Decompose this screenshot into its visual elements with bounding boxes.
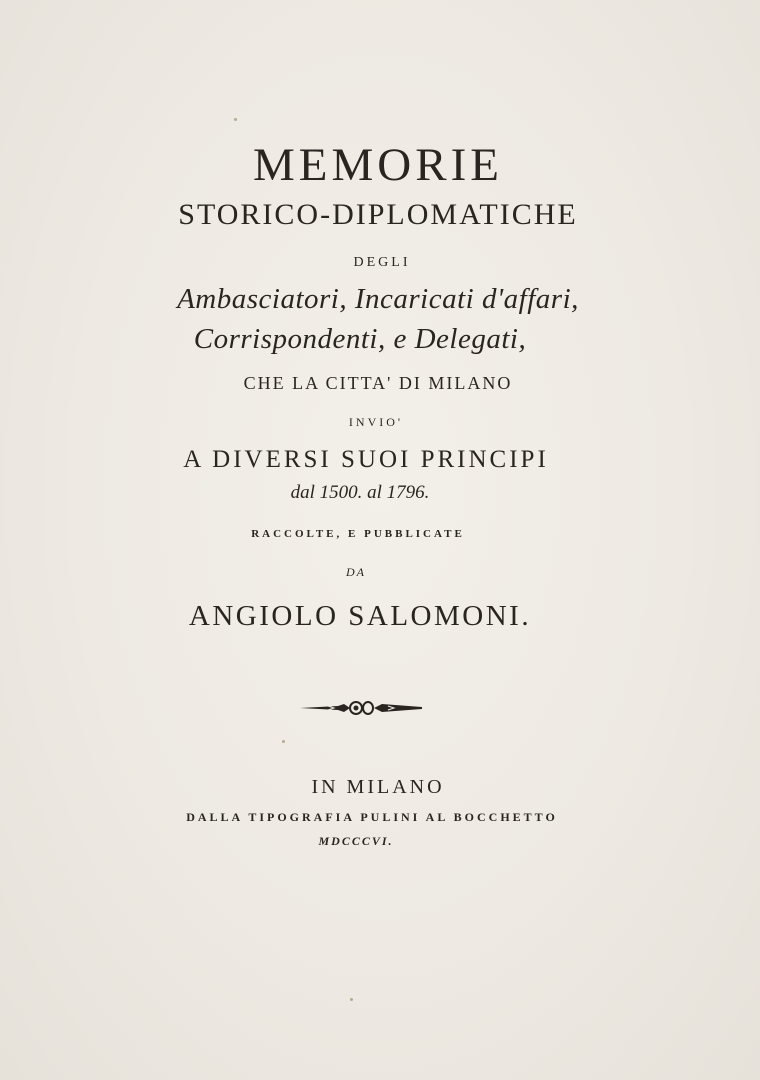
by-line: DA	[346, 565, 366, 579]
invio-line: INVIO'	[348, 415, 404, 429]
book-subtitle: STORICO-DIPLOMATICHE	[178, 198, 578, 231]
roles-line-1: Ambasciatori, Incaricati d'affari,	[177, 283, 579, 315]
degli-line: DEGLI	[353, 255, 411, 270]
princes-line: A DIVERSI SUOI PRINCIPI	[183, 446, 549, 473]
paper-speck	[234, 118, 237, 121]
collected-line: RACCOLTE, E PUBBLICATE	[251, 528, 465, 540]
book-title: MEMORIE	[253, 139, 503, 191]
paper-speck	[350, 998, 353, 1001]
imprint-place: IN MILANO	[311, 776, 445, 798]
paper-speck	[282, 740, 285, 743]
imprint-printer: DALLA TIPOGRAFIA PULINI AL BOCCHETTO	[186, 810, 558, 824]
imprint-year: MDCCCVI.	[318, 834, 394, 848]
city-line: CHE LA CITTA' DI MILANO	[243, 373, 513, 393]
roles-line-2: Corrispondenti, e Delegati,	[193, 323, 527, 355]
author-name: ANGIOLO SALOMONI.	[188, 600, 532, 632]
ornament-divider-icon	[298, 698, 424, 718]
dates-line: dal 1500. al 1796.	[290, 482, 430, 503]
